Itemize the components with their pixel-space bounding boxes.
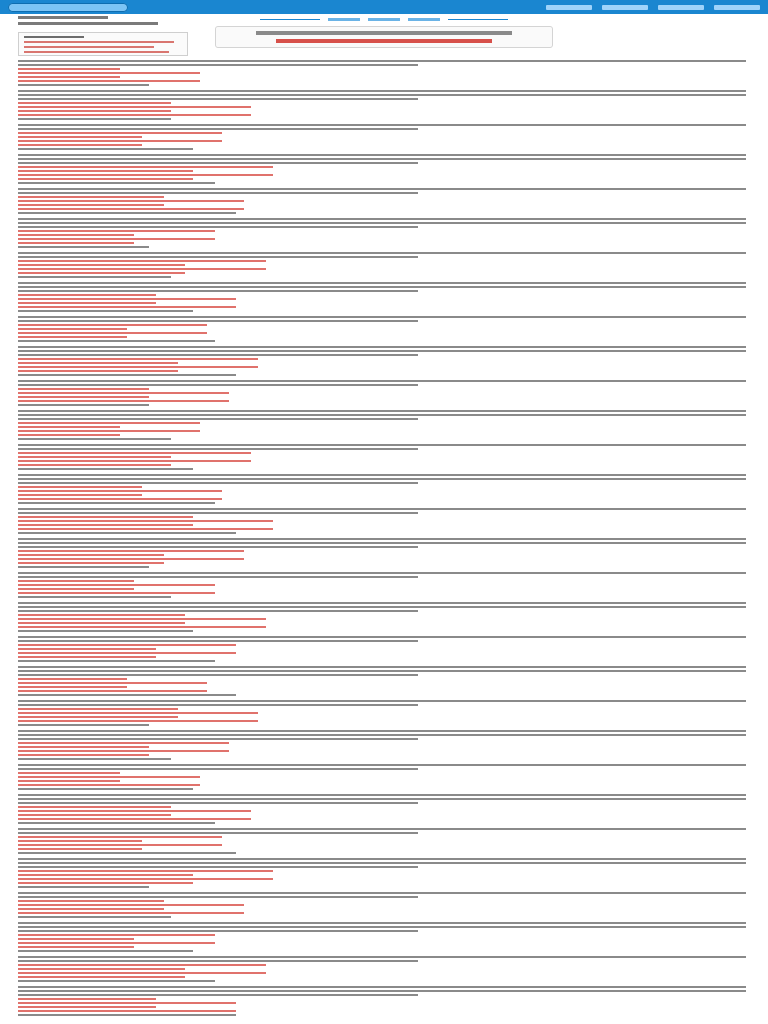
answer-option (18, 806, 171, 808)
question-item (18, 444, 746, 470)
question-item (18, 410, 746, 440)
answer-option (18, 690, 207, 692)
answer-option (18, 200, 244, 202)
question-stem (18, 862, 746, 864)
answer-option (18, 166, 273, 168)
answer-option (18, 900, 164, 902)
answer-key (18, 788, 193, 790)
answer-key (18, 694, 236, 696)
answer-option (18, 76, 120, 78)
question-stem (18, 162, 418, 164)
answer-key (18, 468, 193, 470)
answer-option (18, 388, 149, 390)
question-item (18, 956, 746, 982)
question-stem (18, 858, 746, 860)
nav-link[interactable] (714, 5, 760, 10)
answer-option (18, 336, 127, 338)
question-stem (18, 290, 418, 292)
answer-option (18, 580, 134, 582)
question-stem (18, 478, 746, 480)
answer-key (18, 758, 171, 760)
answer-option (18, 588, 134, 590)
answer-option (18, 238, 215, 240)
answer-option (18, 652, 236, 654)
question-stem (18, 828, 746, 830)
question-stem (18, 414, 746, 416)
answer-option (18, 818, 251, 820)
question-stem (18, 320, 418, 322)
question-item (18, 892, 746, 918)
question-stem (18, 930, 418, 932)
answer-option (18, 106, 251, 108)
question-item (18, 794, 746, 824)
question-stem (18, 986, 746, 988)
question-stem (18, 990, 746, 992)
answer-option (18, 306, 236, 308)
answer-option (18, 110, 171, 112)
nav-link[interactable] (602, 5, 648, 10)
answer-key (18, 404, 149, 406)
question-stem (18, 764, 746, 766)
answer-option (18, 170, 193, 172)
question-stem (18, 610, 418, 612)
answer-option (18, 102, 171, 104)
answer-key (18, 886, 149, 888)
question-item (18, 700, 746, 726)
answer-key (18, 182, 215, 184)
answer-key (18, 502, 215, 504)
answer-key (18, 148, 193, 150)
answer-option (18, 904, 244, 906)
answer-key (18, 950, 193, 952)
question-stem (18, 282, 746, 284)
answer-key (18, 852, 236, 854)
answer-option (18, 716, 178, 718)
question-item (18, 666, 746, 696)
answer-option (18, 174, 273, 176)
answer-option (18, 140, 222, 142)
answer-option (18, 750, 229, 752)
answer-option (18, 754, 149, 756)
answer-option (18, 708, 178, 710)
answer-option (18, 742, 229, 744)
answer-option (18, 208, 244, 210)
answer-option (18, 882, 193, 884)
answer-key (18, 724, 149, 726)
answer-option (18, 452, 251, 454)
answer-option (18, 260, 266, 262)
answer-option (18, 366, 258, 368)
answer-option (18, 682, 207, 684)
answer-key (18, 630, 193, 632)
question-stem (18, 798, 746, 800)
answer-option (18, 912, 244, 914)
question-stem (18, 602, 746, 604)
answer-option (18, 844, 222, 846)
question-stem (18, 410, 746, 412)
question-list (18, 60, 746, 1018)
answer-key (18, 246, 149, 248)
page-subtitle (276, 39, 492, 43)
question-item (18, 538, 746, 568)
answer-option (18, 234, 134, 236)
question-stem (18, 802, 418, 804)
question-stem (18, 738, 418, 740)
question-stem (18, 922, 746, 924)
document-meta (18, 22, 158, 25)
question-stem (18, 222, 746, 224)
question-stem (18, 128, 418, 130)
answer-option (18, 178, 193, 180)
question-stem (18, 444, 746, 446)
answer-option (18, 400, 229, 402)
question-item (18, 380, 746, 406)
answer-option (18, 498, 222, 500)
question-stem (18, 666, 746, 668)
toc-link[interactable] (24, 51, 169, 53)
question-item (18, 986, 746, 1016)
answer-option (18, 268, 266, 270)
question-stem (18, 606, 746, 608)
answer-option (18, 72, 200, 74)
question-stem (18, 482, 418, 484)
question-stem (18, 154, 746, 156)
question-stem (18, 576, 418, 578)
answer-option (18, 776, 200, 778)
question-item (18, 922, 746, 952)
answer-option (18, 132, 222, 134)
answer-option (18, 196, 164, 198)
divider (260, 19, 320, 20)
question-stem (18, 158, 746, 160)
question-item (18, 572, 746, 598)
question-item (18, 154, 746, 184)
answer-option (18, 68, 120, 70)
answer-option (18, 230, 215, 232)
answer-option (18, 430, 200, 432)
question-stem (18, 474, 746, 476)
answer-option (18, 434, 120, 436)
answer-option (18, 840, 142, 842)
question-stem (18, 256, 418, 258)
document-header (18, 16, 158, 28)
breadcrumb-link[interactable] (328, 18, 360, 21)
answer-option (18, 490, 222, 492)
answer-option (18, 324, 207, 326)
toc-link[interactable] (24, 41, 174, 43)
answer-key (18, 374, 236, 376)
answer-key (18, 822, 215, 824)
question-stem (18, 384, 418, 386)
question-stem (18, 316, 746, 318)
question-item (18, 828, 746, 854)
answer-option (18, 524, 193, 526)
answer-option (18, 464, 171, 466)
question-stem (18, 512, 418, 514)
answer-key (18, 1014, 236, 1016)
answer-option (18, 908, 164, 910)
question-stem (18, 674, 418, 676)
table-of-contents (18, 32, 188, 56)
question-item (18, 188, 746, 214)
question-stem (18, 700, 746, 702)
question-item (18, 124, 746, 150)
question-stem (18, 892, 746, 894)
answer-option (18, 80, 200, 82)
answer-option (18, 1006, 156, 1008)
question-stem (18, 226, 418, 228)
answer-option (18, 772, 120, 774)
question-stem (18, 960, 418, 962)
answer-option (18, 362, 178, 364)
answer-key (18, 566, 149, 568)
question-stem (18, 188, 746, 190)
answer-option (18, 136, 142, 138)
answer-option (18, 656, 156, 658)
question-stem (18, 794, 746, 796)
top-navigation-bar (0, 0, 768, 14)
answer-option (18, 942, 215, 944)
question-stem (18, 866, 418, 868)
question-stem (18, 286, 746, 288)
answer-option (18, 486, 142, 488)
answer-option (18, 272, 185, 274)
answer-option (18, 938, 134, 940)
question-stem (18, 994, 418, 996)
question-stem (18, 704, 418, 706)
answer-option (18, 968, 185, 970)
question-item (18, 218, 746, 248)
answer-option (18, 392, 229, 394)
answer-option (18, 242, 134, 244)
answer-key (18, 916, 171, 918)
page-title (256, 31, 512, 35)
answer-key (18, 340, 215, 342)
answer-key (18, 532, 236, 534)
answer-option (18, 294, 156, 296)
question-stem (18, 542, 746, 544)
question-stem (18, 124, 746, 126)
answer-key (18, 980, 215, 982)
answer-option (18, 562, 164, 564)
question-stem (18, 926, 746, 928)
answer-option (18, 720, 258, 722)
answer-option (18, 520, 273, 522)
answer-option (18, 302, 156, 304)
divider (448, 19, 508, 20)
question-stem (18, 670, 746, 672)
answer-option (18, 618, 266, 620)
answer-option (18, 516, 193, 518)
answer-option (18, 946, 134, 948)
question-stem (18, 448, 418, 450)
answer-option (18, 836, 222, 838)
answer-option (18, 622, 185, 624)
answer-option (18, 878, 273, 880)
site-logo[interactable] (8, 3, 128, 12)
question-stem (18, 346, 746, 348)
answer-option (18, 370, 178, 372)
question-item (18, 252, 746, 278)
question-stem (18, 192, 418, 194)
question-stem (18, 636, 746, 638)
question-stem (18, 768, 418, 770)
answer-option (18, 528, 273, 530)
answer-option (18, 1010, 236, 1012)
question-stem (18, 380, 746, 382)
question-item (18, 764, 746, 790)
answer-option (18, 460, 251, 462)
top-nav-links (546, 5, 760, 10)
answer-option (18, 780, 120, 782)
breadcrumb-link[interactable] (408, 18, 440, 21)
nav-link[interactable] (546, 5, 592, 10)
answer-option (18, 396, 149, 398)
question-stem (18, 90, 746, 92)
question-stem (18, 508, 746, 510)
answer-option (18, 494, 142, 496)
question-item (18, 474, 746, 504)
answer-option (18, 1002, 236, 1004)
question-stem (18, 60, 746, 62)
question-item (18, 90, 746, 120)
answer-option (18, 648, 156, 650)
answer-key (18, 118, 171, 120)
answer-key (18, 596, 171, 598)
answer-option (18, 144, 142, 146)
answer-option (18, 554, 164, 556)
question-stem (18, 956, 746, 958)
answer-key (18, 310, 193, 312)
answer-option (18, 814, 171, 816)
answer-option (18, 964, 266, 966)
answer-option (18, 746, 149, 748)
answer-option (18, 204, 164, 206)
toc-link[interactable] (24, 46, 154, 48)
question-item (18, 858, 746, 888)
document-title (18, 16, 108, 19)
answer-option (18, 422, 200, 424)
answer-option (18, 678, 127, 680)
answer-option (18, 976, 185, 978)
answer-option (18, 584, 215, 586)
answer-option (18, 848, 142, 850)
answer-option (18, 550, 244, 552)
answer-option (18, 870, 273, 872)
answer-option (18, 686, 127, 688)
question-stem (18, 252, 746, 254)
answer-option (18, 644, 236, 646)
answer-option (18, 328, 127, 330)
answer-key (18, 438, 171, 440)
question-item (18, 636, 746, 662)
question-stem (18, 64, 418, 66)
answer-option (18, 626, 266, 628)
answer-option (18, 558, 244, 560)
answer-option (18, 614, 185, 616)
answer-option (18, 332, 207, 334)
question-stem (18, 896, 418, 898)
answer-option (18, 874, 193, 876)
question-stem (18, 734, 746, 736)
question-stem (18, 350, 746, 352)
answer-option (18, 298, 236, 300)
answer-option (18, 784, 200, 786)
question-stem (18, 832, 418, 834)
toc-heading (24, 36, 84, 38)
answer-option (18, 426, 120, 428)
question-item (18, 602, 746, 632)
question-stem (18, 546, 418, 548)
answer-option (18, 358, 258, 360)
breadcrumb-link[interactable] (368, 18, 400, 21)
question-stem (18, 730, 746, 732)
question-stem (18, 94, 746, 96)
question-stem (18, 98, 418, 100)
answer-option (18, 934, 215, 936)
answer-option (18, 114, 251, 116)
question-stem (18, 354, 418, 356)
question-item (18, 730, 746, 760)
answer-option (18, 712, 258, 714)
answer-key (18, 84, 149, 86)
question-stem (18, 538, 746, 540)
answer-key (18, 276, 171, 278)
nav-link[interactable] (658, 5, 704, 10)
answer-option (18, 592, 215, 594)
page-title-box (215, 26, 553, 48)
answer-option (18, 264, 185, 266)
question-item (18, 282, 746, 312)
answer-option (18, 456, 171, 458)
answer-option (18, 972, 266, 974)
question-item (18, 60, 746, 86)
answer-option (18, 810, 251, 812)
question-item (18, 508, 746, 534)
answer-key (18, 660, 215, 662)
question-stem (18, 572, 746, 574)
answer-option (18, 998, 156, 1000)
question-stem (18, 418, 418, 420)
answer-key (18, 212, 236, 214)
question-stem (18, 218, 746, 220)
question-stem (18, 640, 418, 642)
question-item (18, 346, 746, 376)
question-item (18, 316, 746, 342)
